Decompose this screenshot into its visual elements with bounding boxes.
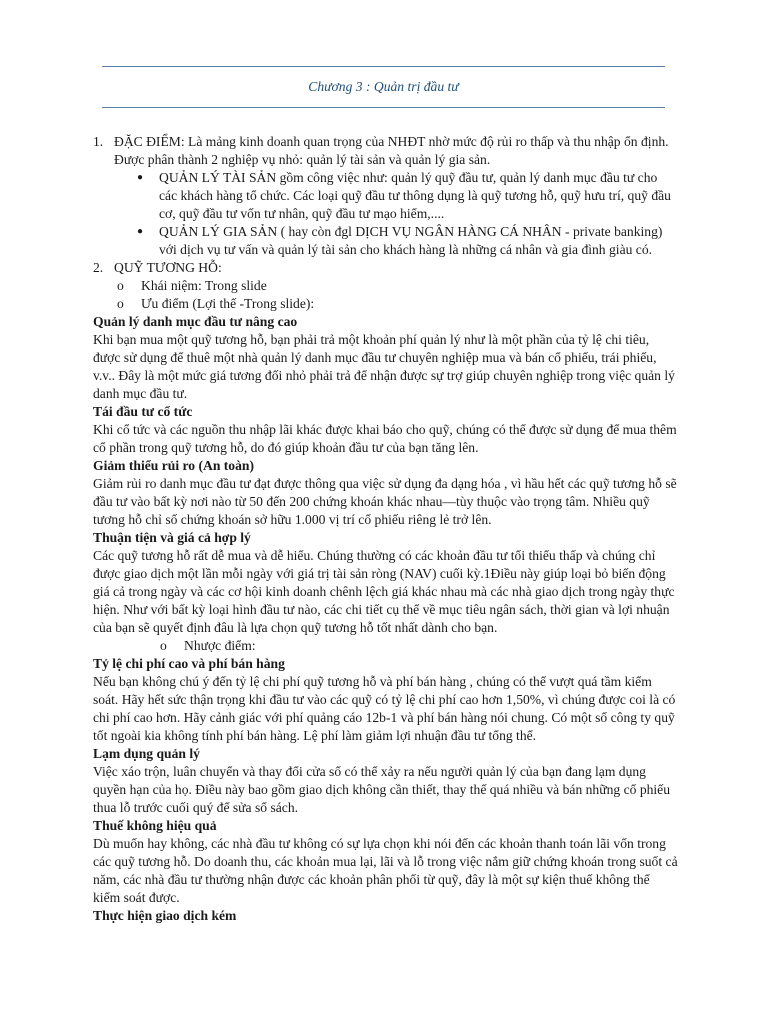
sub-item <box>117 277 678 295</box>
circle-bullet-icon: o <box>160 638 167 653</box>
advantage-text: Giảm rủi ro danh mục đầu tư đạt được thông qua việc sử dụng đa dạng hóa , vì hầu hết các quỹ tương hỗ sẽ đầu tư vào bất kỳ nơi nào từ 50 đến 200 chứng khoán khác nhau—tùy thuộc vào trọng tâm. Nhiều quỹ tương hỗ chỉ số chứng khoán sở hữu 1.000 vị trí cổ phiếu riêng lẻ trở lên. <box>93 476 677 527</box>
advantage-heading: Tái đầu tư cổ tức <box>93 404 193 419</box>
bullet-icon: ● <box>137 226 144 237</box>
advantage-heading: Giảm thiểu rủi ro (An toàn) <box>93 458 254 473</box>
bullet-text: QUẢN LÝ TÀI SẢN gồm công việc như: quản lý quỹ đầu tư, quản lý danh mục đầu tư cho các khách hàng tổ chức. Các loại quỹ đầu tư thông dụng là quỹ tương hỗ, quỹ hưu trí, quỹ đầu cơ, quỹ đầu tư vốn tư nhân, quỹ đầu tư mạo hiểm,.... <box>159 170 671 221</box>
bullet-item <box>137 223 678 259</box>
section-text: QUỸ TƯƠNG HỖ: <box>114 260 222 275</box>
disadvantages-label: Nhược điểm: <box>184 638 256 653</box>
bullet-text: QUẢN LÝ GIA SẢN ( hay còn đgl DỊCH VỤ NGÂN HÀNG CÁ NHÂN - private banking) với dịch vụ tư vấn và quản lý tài sản cho khách hàng là những cá nhân và gia đình giàu có. <box>159 224 663 257</box>
header-rule-bottom <box>102 107 665 108</box>
section-number: 1. <box>93 134 104 149</box>
disadvantage-heading: Thực hiện giao dịch kém <box>93 908 237 923</box>
disadvantage-text: Việc xáo trộn, luân chuyển và thay đổi cửa sổ có thể xảy ra nếu người quản lý của bạn đang lạm dụng quyền hạn của họ. Điều này bao gồm giao dịch không cần thiết, thay thế quá nhiều và bán những cổ phiếu thua lỗ trước cuối quý để sửa sổ sách. <box>93 764 671 815</box>
disadvantage-heading: Lạm dụng quản lý <box>93 746 200 761</box>
sub-item-text: Khái niệm: Trong slide <box>141 278 267 293</box>
section-2 <box>93 259 678 277</box>
disadvantage-text: Dù muốn hay không, các nhà đầu tư không có sự lựa chọn khi nói đến các khoản thanh toán lãi vốn trong các quỹ tương hỗ. Do doanh thu, các khoản mua lại, lãi và lỗ trong việc nắm giữ chứng khoán trong suốt cả năm, các nhà đầu tư thường nhận được các khoản phân phối từ quỹ, đây là một sự kiện thuế không thể kiểm soát được. <box>93 836 678 905</box>
disadvantages-label-item <box>160 637 678 655</box>
header-rule-top <box>102 66 665 67</box>
sub-item-text: Ưu điểm (Lợi thế -Trong slide): <box>141 296 315 311</box>
advantage-heading: Thuận tiện và giá cả hợp lý <box>93 530 251 545</box>
advantage-text: Các quỹ tương hỗ rất dễ mua và dễ hiểu. Chúng thường có các khoản đầu tư tối thiểu thấp và chúng chỉ được giao dịch một lần mỗi ngày với giá trị tài sản ròng (NAV) cuối kỳ.1Điều này giúp loại bỏ biến động giá cả trong ngày và các cơ hội kinh doanh chênh lệch giá khác nhau mà các nhà giao dịch trong ngày thực hiện. Như với bất kỳ loại hình đầu tư nào, các chi tiết cụ thể về mục tiêu ngân sách, thời gian và lợi nhuận của bạn sẽ quyết định đâu là lựa chọn quỹ tương hỗ tốt nhất dành cho bạn. <box>93 548 675 635</box>
circle-bullet-icon: o <box>117 278 124 293</box>
page-header-title: Chương 3 : Quản trị đầu tư <box>308 79 459 94</box>
section-text: ĐẶC ĐIỂM: Là mảng kinh doanh quan trọng của NHĐT nhờ mức độ rủi ro thấp và thu nhập ổn định. Được phân thành 2 nghiệp vụ nhỏ: quản lý tài sản và quản lý gia sản. <box>114 134 669 167</box>
disadvantage-text: Nếu bạn không chú ý đến tỷ lệ chi phí quỹ tương hỗ và phí bán hàng , chúng có thể vượt quá tầm kiểm soát. Hãy hết sức thận trọng khi đầu tư vào các quỹ có tỷ lệ chi phí cao hơn 1,50%, vì chúng được coi là có chi phí cao hơn. Hãy cảnh giác với phí quảng cáo 12b-1 và phí bán hàng nói chung. Có một số công ty quỹ tốt ngoài kia không tính phí bán hàng. Lệ phí làm giảm lợi nhuận đầu tư tổng thể. <box>93 674 676 743</box>
bullet-icon: ● <box>137 172 144 183</box>
document-body <box>93 133 678 925</box>
section-number: 2. <box>93 260 104 275</box>
advantage-text: Khi bạn mua một quỹ tương hỗ, bạn phải trả một khoản phí quản lý như là một phần của tỷ lệ chi tiêu, được sử dụng để thuê một nhà quản lý danh mục đầu tư chuyên nghiệp mua và bán cổ phiếu, trái phiếu, v.v.. Đây là một mức giá tương đối nhỏ phải trả để nhận được sự trợ giúp chuyên nghiệp trong việc quản lý danh mục đầu tư. <box>93 332 675 401</box>
section-1 <box>93 133 678 169</box>
disadvantage-heading: Tỷ lệ chi phí cao và phí bán hàng <box>93 656 285 671</box>
advantage-text: Khi cổ tức và các nguồn thu nhập lãi khác được khai báo cho quỹ, chúng có thể được sử dụng để mua thêm cổ phần trong quỹ tương hỗ, do đó giúp khoản đầu tư của bạn tăng lên. <box>93 422 677 455</box>
disadvantage-heading: Thuế không hiệu quả <box>93 818 217 833</box>
sub-item <box>117 295 678 313</box>
circle-bullet-icon: o <box>117 296 124 311</box>
bullet-item <box>137 169 678 223</box>
advantage-heading: Quản lý danh mục đầu tư nâng cao <box>93 314 298 329</box>
